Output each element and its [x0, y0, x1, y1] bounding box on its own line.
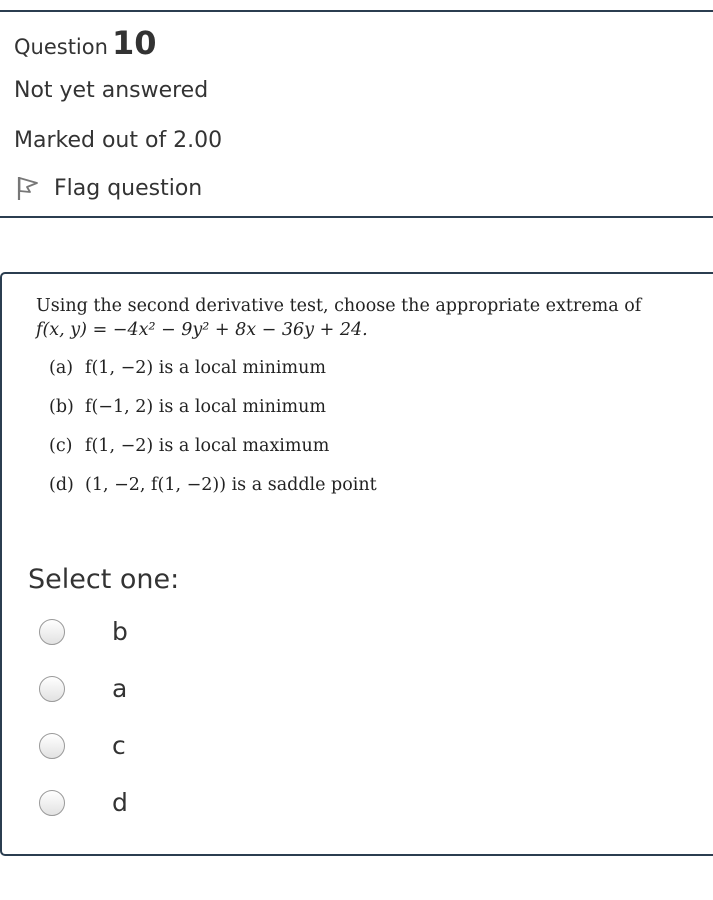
radio-button[interactable] — [39, 790, 65, 816]
question-state: Not yet answered — [14, 78, 209, 103]
question-grade: Marked out of 2.00 — [14, 128, 223, 153]
flag-question-label: Flag question — [54, 175, 203, 201]
question-number-value: 10 — [111, 24, 157, 62]
answer-choice-label[interactable]: d — [112, 788, 128, 817]
question-text-line1: Using the second derivative test, choose the appropriate extrema of — [36, 296, 642, 316]
answer-choice-c[interactable] — [39, 731, 126, 760]
option-text: f(1, −2) is a local maximum — [85, 436, 330, 456]
option-label: (d) — [49, 475, 74, 495]
option-text: f(1, −2) is a local minimum — [85, 358, 326, 378]
flag-icon — [16, 175, 42, 201]
option-d — [49, 473, 377, 512]
radio-button[interactable] — [39, 619, 65, 645]
question-options — [49, 356, 377, 512]
option-text: (1, −2, f(1, −2)) is a saddle point — [85, 475, 377, 495]
option-text: f(−1, 2) is a local minimum — [85, 397, 326, 417]
question-text — [36, 294, 696, 342]
answer-choice-b[interactable] — [39, 617, 128, 646]
radio-button[interactable] — [39, 676, 65, 702]
answer-choice-label[interactable]: c — [112, 731, 126, 760]
option-b — [49, 395, 377, 434]
flag-question-link[interactable] — [14, 175, 202, 201]
answer-choice-label[interactable]: a — [112, 674, 128, 703]
answer-choice-label[interactable]: b — [112, 617, 128, 646]
option-label: (b) — [49, 397, 74, 417]
question-number — [14, 24, 156, 62]
question-formula: f(x, y) = −4x² − 9y² + 8x − 36y + 24. — [36, 320, 368, 340]
radio-button[interactable] — [39, 733, 65, 759]
answer-choice-d[interactable] — [39, 788, 128, 817]
question-content-panel — [0, 272, 713, 856]
question-info-panel — [0, 10, 713, 218]
option-c — [49, 434, 377, 473]
option-a — [49, 356, 377, 395]
select-one-label: Select one: — [28, 564, 180, 595]
option-label: (a) — [49, 358, 74, 378]
question-label: Question — [14, 35, 108, 59]
option-label: (c) — [49, 436, 73, 456]
answer-choice-a[interactable] — [39, 674, 127, 703]
